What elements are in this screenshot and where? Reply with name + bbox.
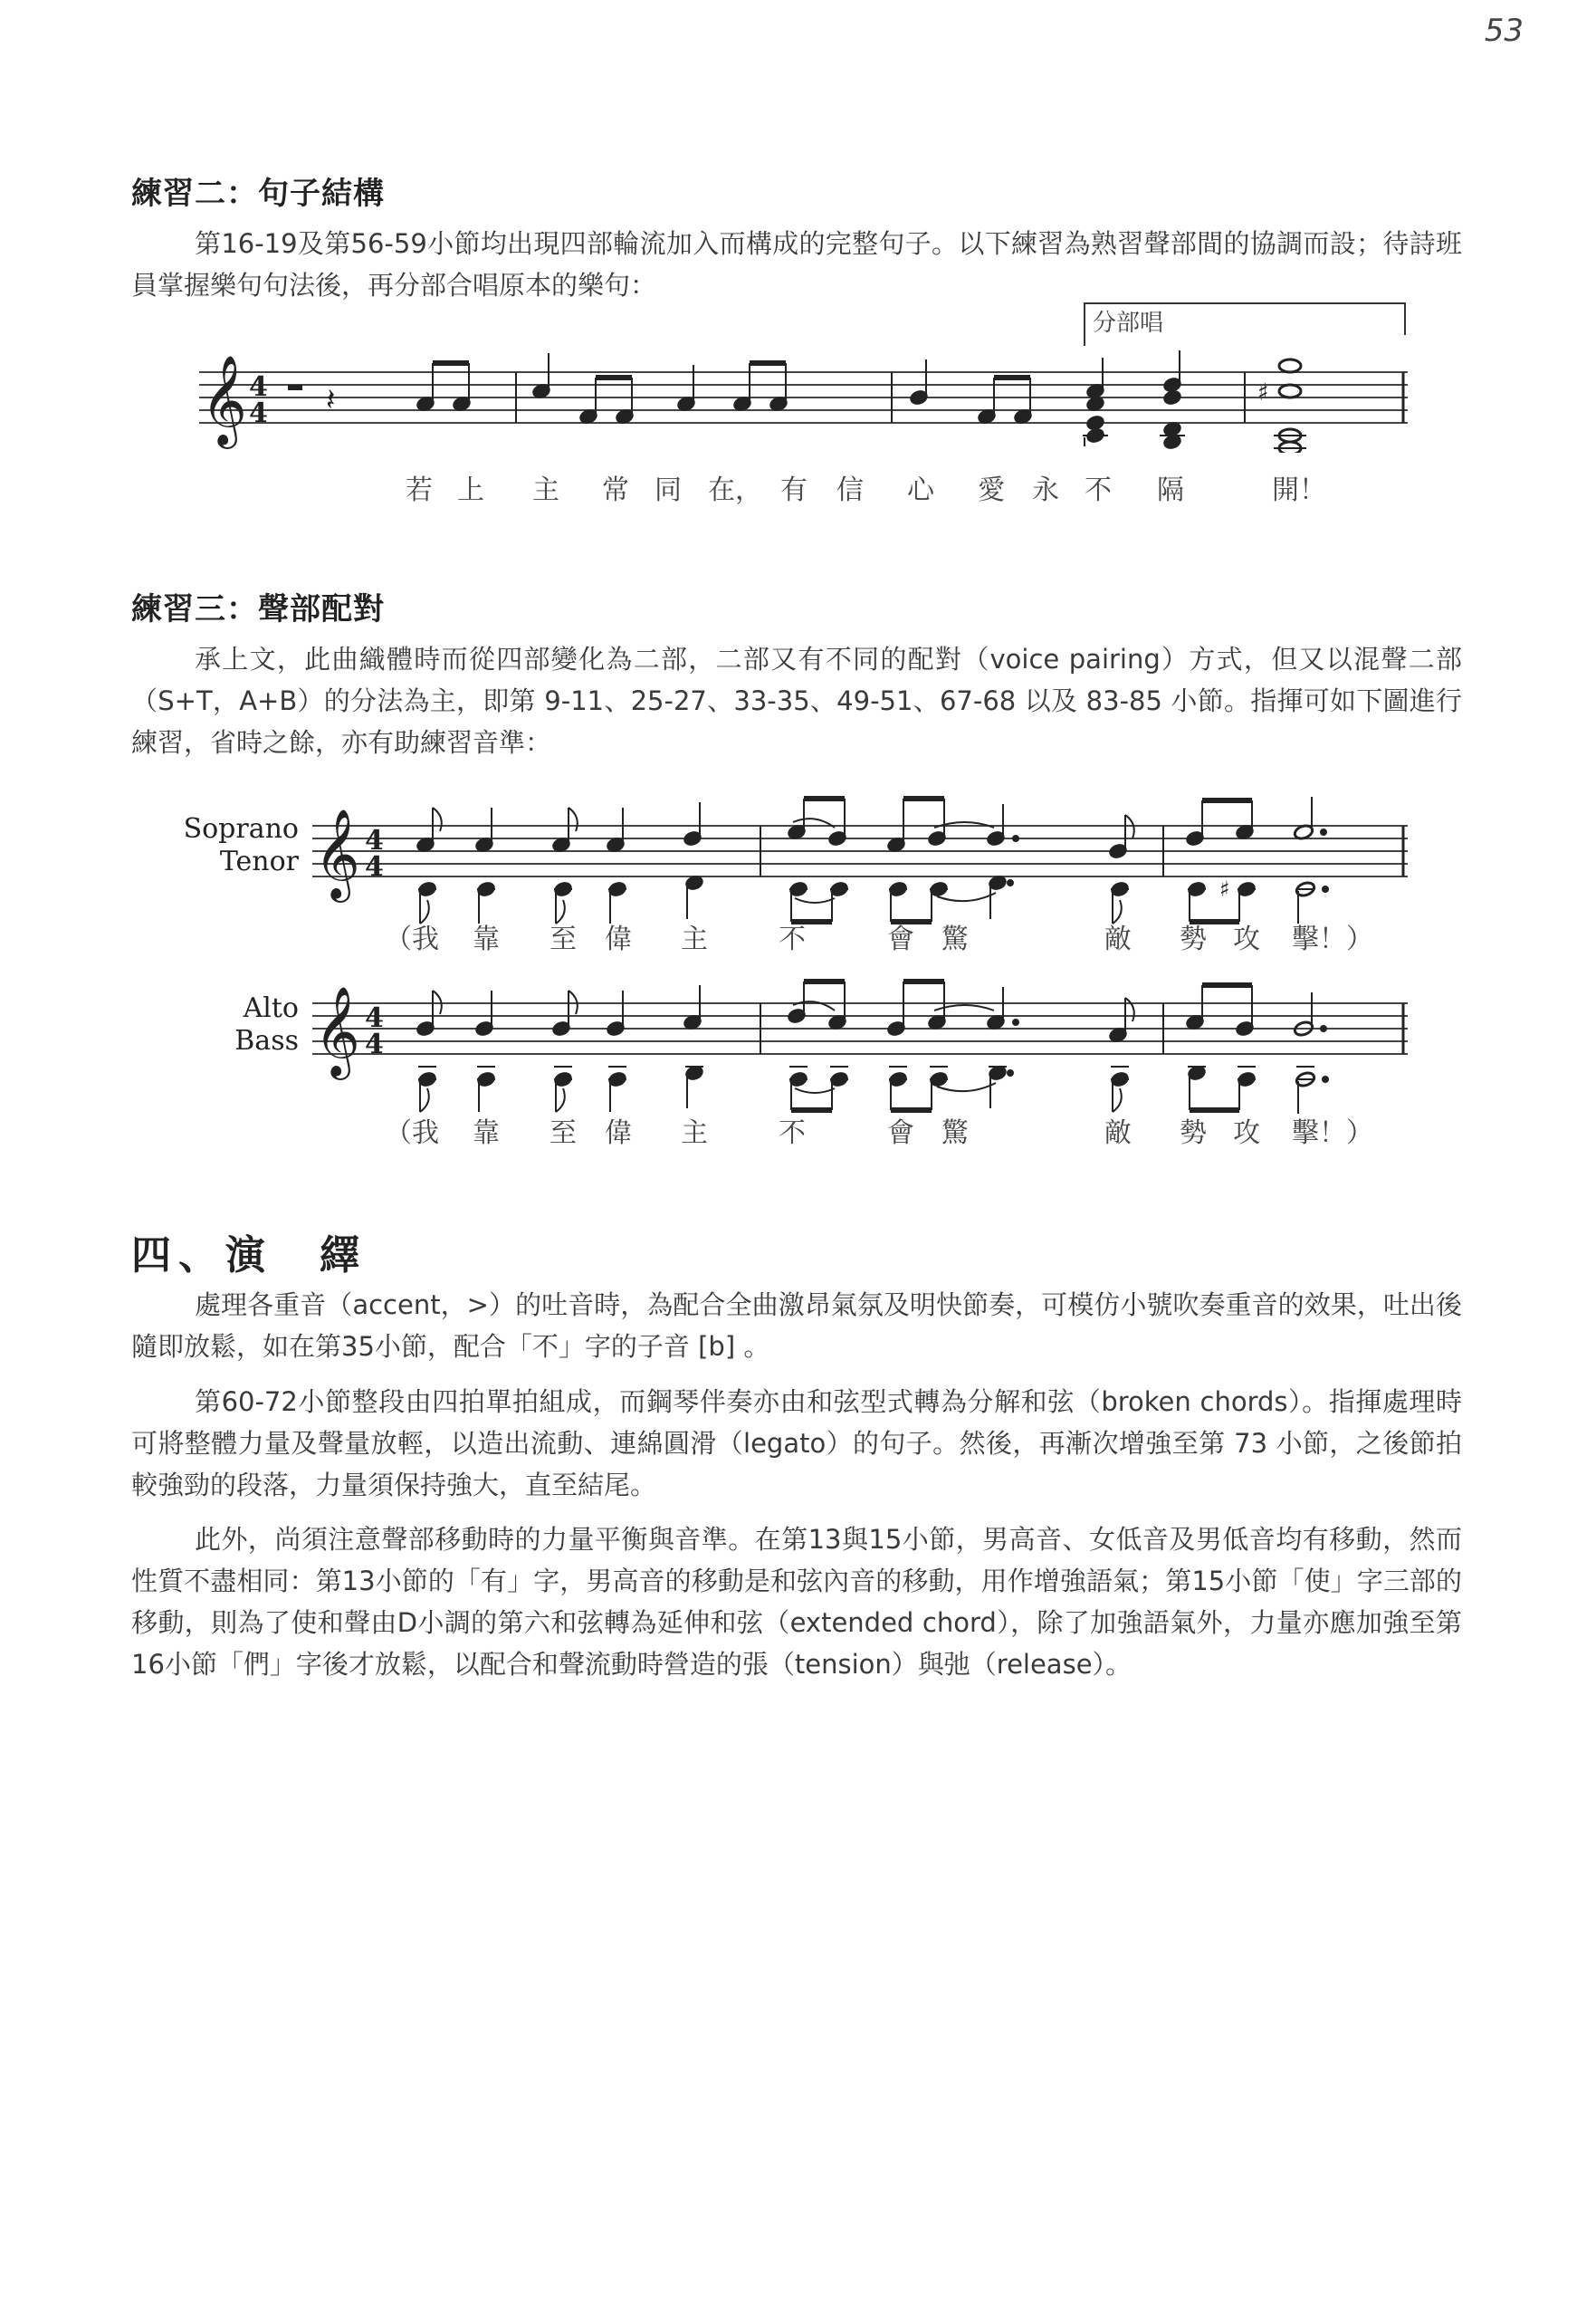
lyric: 在，: [708, 474, 762, 506]
lyric: 敵: [1104, 924, 1132, 955]
treble-clef: 𝄞: [314, 809, 360, 899]
part-label-tenor: Tenor: [219, 846, 299, 877]
lyric: 勢: [1180, 924, 1207, 955]
lyric: 勢: [1180, 1117, 1207, 1149]
section4-paragraph-3: 此外，尚須注意聲部移動時的力量平衡與音準。在第13與15小節，男高音、女低音及男低音均有移動，然而性質不盡相同：第13小節的「有」字，男高音的移動是和弦內音的移動，用作增強語氣；第15小節「使」字三部的移動，則為了使和聲由D小調的第六和弦轉為延伸和弦（extended chord），除了加強語氣外，力量亦應加強至第16小節「們」字後才放鬆，以配合和聲流動時營造的張（tension）與弛（release）。: [131, 1524, 1462, 1680]
notes-upper-voice: [416, 982, 1403, 1054]
exercise2-paragraph: 第16-19及第56-59小節均出現四部輪流加入而構成的完整句子。以下練習為熟習聲部間的協調而設；待詩班員掌握樂句句法後，再分部合唱原本的樂句：: [131, 228, 1462, 301]
score-alto-bass: [0, 965, 1596, 1124]
section4-heading: 四、演 繹: [131, 1232, 367, 1279]
treble-clef: 𝄞: [314, 986, 360, 1077]
time-signature-top: 4: [365, 825, 384, 857]
sharp-accidental: ♯: [1257, 379, 1269, 407]
section4-paragraph-1: 處理各重音（accent，>）的吐音時，為配合全曲激昂氣氛及明快節奏，可模仿小號吹奏重音的效果，吐出後隨即放鬆，如在第35小節，配合「不」字的子音 [b] 。: [131, 1289, 1462, 1362]
time-signature-bottom: 4: [365, 1029, 384, 1060]
lyric: 開！: [1272, 474, 1326, 506]
lyric: 敵: [1104, 1117, 1132, 1149]
division-label: 分部唱: [1093, 310, 1164, 337]
lyric: 不: [779, 924, 806, 955]
lyric: 偉: [605, 1117, 632, 1149]
lyric: 不: [1085, 474, 1112, 506]
lyric: 攻: [1233, 1117, 1260, 1149]
lyric: 偉: [605, 924, 632, 955]
lyric: 攻: [1233, 924, 1260, 955]
exercise3-paragraph: 承上文，此曲織體時而從四部變化為二部，二部又有不同的配對（voice pairing）方式，但又以混聲二部（S+T，A+B）的分法為主，即第 9-11、25-27、33-35、49-51、67-68 以及 83-85 小節。指揮可如下圖進行練習，省時之餘，亦有助練習音準：: [131, 644, 1462, 758]
lyric: （我: [385, 1117, 439, 1149]
time-signature-top: 4: [249, 371, 268, 403]
lyric: 驚: [941, 1117, 969, 1149]
lyric: 不: [779, 1117, 806, 1149]
exercise3-heading: 練習三：聲部配對: [131, 591, 385, 627]
lyric: 至: [550, 1117, 577, 1149]
part-label-soprano: Soprano: [183, 813, 299, 845]
notes-lower-voice: [417, 1065, 1328, 1114]
lyric: 會: [887, 1117, 914, 1149]
lyrics-soprano-tenor: [0, 916, 1596, 953]
score-exercise2: [0, 294, 1596, 453]
lyric: 永: [1032, 474, 1059, 506]
lyric: 同: [655, 474, 682, 506]
part-label-bass: Bass: [234, 1025, 299, 1057]
quarter-rest: 𝄽: [326, 382, 336, 418]
lyric: 若: [406, 474, 433, 506]
lyric: 信: [836, 474, 864, 506]
half-rest: [288, 385, 302, 390]
lyric: 至: [550, 924, 577, 955]
notes: [416, 350, 1403, 453]
lyric: 擊！）: [1292, 924, 1373, 955]
staff-lines: [199, 372, 1408, 423]
score-soprano-tenor: [0, 788, 1596, 933]
lyric: 驚: [941, 924, 969, 955]
page-number: 53: [1484, 13, 1524, 49]
time-signature-top: 4: [365, 1002, 384, 1034]
lyric: 主: [681, 1117, 708, 1149]
lyric: （我: [385, 924, 439, 955]
lyric: 隔: [1157, 474, 1184, 506]
time-signature-bottom: 4: [365, 851, 384, 883]
time-signature-bottom: 4: [249, 398, 268, 429]
lyric: 心: [907, 474, 934, 506]
lyric: 有: [780, 474, 808, 506]
lyric: 會: [887, 924, 914, 955]
sharp-accidental: ♯: [1219, 876, 1230, 902]
lyric: 主: [681, 924, 708, 955]
lyric: 愛: [978, 474, 1005, 506]
section4-paragraph-2: 第60-72小節整段由四拍單拍組成，而鋼琴伴奏亦由和弦型式轉為分解和弦（broken chords）。指揮處理時可將整體力量及聲量放輕，以造出流動、連綿圓滑（legato）的句子。然後，再漸次增強至第 73 小節，之後節拍較強勁的段落，力量須保持強大，直至結尾。: [131, 1386, 1462, 1500]
lyric: 靠: [473, 924, 500, 955]
part-label-alto: Alto: [243, 992, 299, 1024]
lyric: 上: [457, 474, 484, 506]
lyric: 靠: [473, 1117, 500, 1149]
lyric: 主: [532, 474, 559, 506]
lyrics-alto-bass: [0, 1110, 1596, 1149]
lyric: 常: [602, 474, 629, 506]
lyrics-exercise2: [0, 467, 1596, 506]
treble-clef: 𝄞: [201, 355, 247, 445]
lyric: 擊！）: [1292, 1117, 1373, 1149]
exercise2-heading: 練習二：句子結構: [131, 176, 385, 212]
